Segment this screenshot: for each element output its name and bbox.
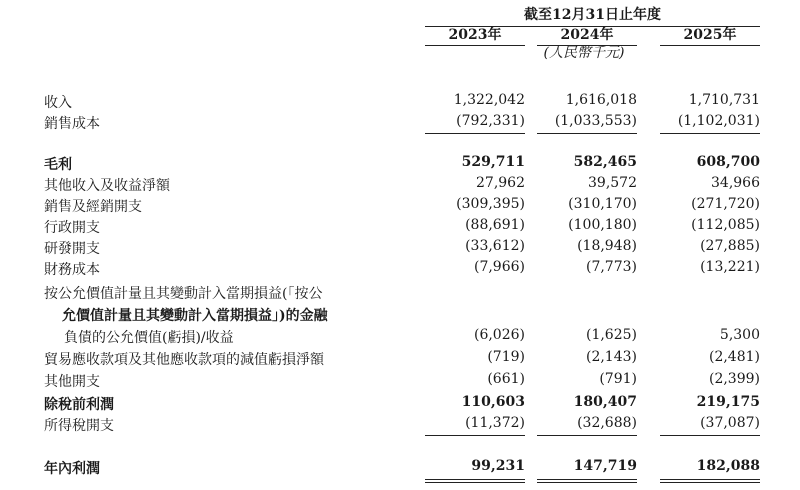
row-other-income bbox=[0, 175, 800, 195]
value-2024: (1,033,553) bbox=[554, 113, 637, 129]
value-2025: (2,399) bbox=[708, 371, 760, 387]
subtotal-underline bbox=[660, 133, 760, 134]
subtotal-underline bbox=[425, 435, 525, 436]
total-double-underline bbox=[660, 479, 760, 483]
value-2025: 5,300 bbox=[719, 327, 760, 343]
row-label: 按公允價值計量且其變動計入當期損益(「按公 bbox=[44, 286, 323, 302]
value-2025: 34,966 bbox=[711, 175, 760, 191]
value-2023: 110,603 bbox=[461, 394, 525, 410]
subtotal-underline bbox=[660, 435, 760, 436]
row-impairment-losses bbox=[0, 349, 800, 369]
row-label: 所得稅開支 bbox=[44, 418, 114, 434]
row-label: 研發開支 bbox=[44, 241, 100, 257]
subtotal-underline bbox=[537, 133, 637, 134]
value-2023: (6,026) bbox=[473, 327, 525, 343]
row-cost-of-sales bbox=[0, 113, 800, 133]
row-other-expenses bbox=[0, 371, 800, 391]
value-2024: (18,948) bbox=[577, 238, 637, 254]
value-2024: (100,180) bbox=[568, 217, 637, 233]
row-label: 其他收入及收益淨額 bbox=[44, 178, 170, 194]
row-revenue bbox=[0, 92, 800, 112]
value-2023: (719) bbox=[487, 349, 525, 365]
value-2023: (11,372) bbox=[465, 415, 525, 431]
row-fair-value-line-2 bbox=[0, 305, 800, 325]
row-label: 貿易應收款項及其他應收款項的減值虧損淨額 bbox=[44, 352, 324, 368]
value-2024: (791) bbox=[599, 371, 637, 387]
value-2025: (271,720) bbox=[691, 196, 760, 212]
value-2024: 39,572 bbox=[588, 175, 637, 191]
row-profit-for-year bbox=[0, 458, 800, 478]
unit-label: (人民幣千元) bbox=[543, 45, 625, 61]
value-2024: (1,625) bbox=[585, 327, 637, 343]
row-label: 年內利潤 bbox=[44, 461, 100, 477]
row-label: 負債的公允價值(虧損)/收益 bbox=[64, 330, 234, 346]
value-2024: 582,465 bbox=[573, 154, 637, 170]
row-label: 其他開支 bbox=[44, 374, 100, 390]
subtotal-underline bbox=[537, 435, 637, 436]
value-2025: (13,221) bbox=[700, 259, 760, 275]
value-2023: (88,691) bbox=[465, 217, 525, 233]
row-rnd-expenses bbox=[0, 238, 800, 258]
value-2024: (2,143) bbox=[585, 349, 637, 365]
value-2025: 182,088 bbox=[696, 458, 760, 474]
value-2023: 1,322,042 bbox=[453, 92, 525, 108]
value-2024: (32,688) bbox=[577, 415, 637, 431]
total-double-underline bbox=[425, 479, 525, 483]
row-label: 收入 bbox=[44, 95, 72, 111]
row-label: 除稅前利潤 bbox=[44, 397, 114, 413]
value-2024: 1,616,018 bbox=[565, 92, 637, 108]
value-2025: (2,481) bbox=[708, 349, 760, 365]
value-2023: (661) bbox=[487, 371, 525, 387]
row-income-tax bbox=[0, 415, 800, 435]
value-2025: 219,175 bbox=[696, 394, 760, 410]
row-profit-before-tax bbox=[0, 394, 800, 414]
value-2025: (112,085) bbox=[691, 217, 760, 233]
row-label: 允價值計量且其變動計入當期損益」)的金融 bbox=[62, 308, 328, 324]
value-2024: (7,773) bbox=[585, 259, 637, 275]
period-header: 截至12月31日止年度 bbox=[425, 4, 760, 27]
total-double-underline bbox=[537, 479, 637, 483]
value-2023: 27,962 bbox=[476, 175, 525, 191]
value-2025: (1,102,031) bbox=[677, 113, 760, 129]
row-label: 銷售及經銷開支 bbox=[44, 199, 142, 215]
row-label: 毛利 bbox=[44, 157, 72, 173]
row-label: 銷售成本 bbox=[44, 116, 100, 132]
row-label: 行政開支 bbox=[44, 220, 100, 236]
value-2023: 99,231 bbox=[471, 458, 525, 474]
value-2024: 180,407 bbox=[573, 394, 637, 410]
value-2025: (27,885) bbox=[700, 238, 760, 254]
year-header-2024: 2024年 bbox=[537, 24, 637, 46]
value-2023: (33,612) bbox=[465, 238, 525, 254]
value-2025: (37,087) bbox=[700, 415, 760, 431]
year-header-2025: 2025年 bbox=[660, 24, 760, 46]
value-2025: 608,700 bbox=[696, 154, 760, 170]
subtotal-underline bbox=[425, 133, 525, 134]
row-fair-value bbox=[0, 327, 800, 347]
value-2023: 529,711 bbox=[461, 154, 525, 170]
row-label: 財務成本 bbox=[44, 262, 100, 278]
value-2024: 147,719 bbox=[573, 458, 637, 474]
row-fair-value-line-1 bbox=[0, 283, 800, 303]
row-admin-expenses bbox=[0, 217, 800, 237]
row-finance-costs bbox=[0, 259, 800, 279]
value-2023: (792,331) bbox=[456, 113, 525, 129]
value-2023: (7,966) bbox=[473, 259, 525, 275]
year-header-2023: 2023年 bbox=[425, 24, 525, 46]
row-gross-profit bbox=[0, 154, 800, 174]
value-2024: (310,170) bbox=[568, 196, 637, 212]
row-selling-expenses bbox=[0, 196, 800, 216]
value-2023: (309,395) bbox=[456, 196, 525, 212]
value-2025: 1,710,731 bbox=[688, 92, 760, 108]
